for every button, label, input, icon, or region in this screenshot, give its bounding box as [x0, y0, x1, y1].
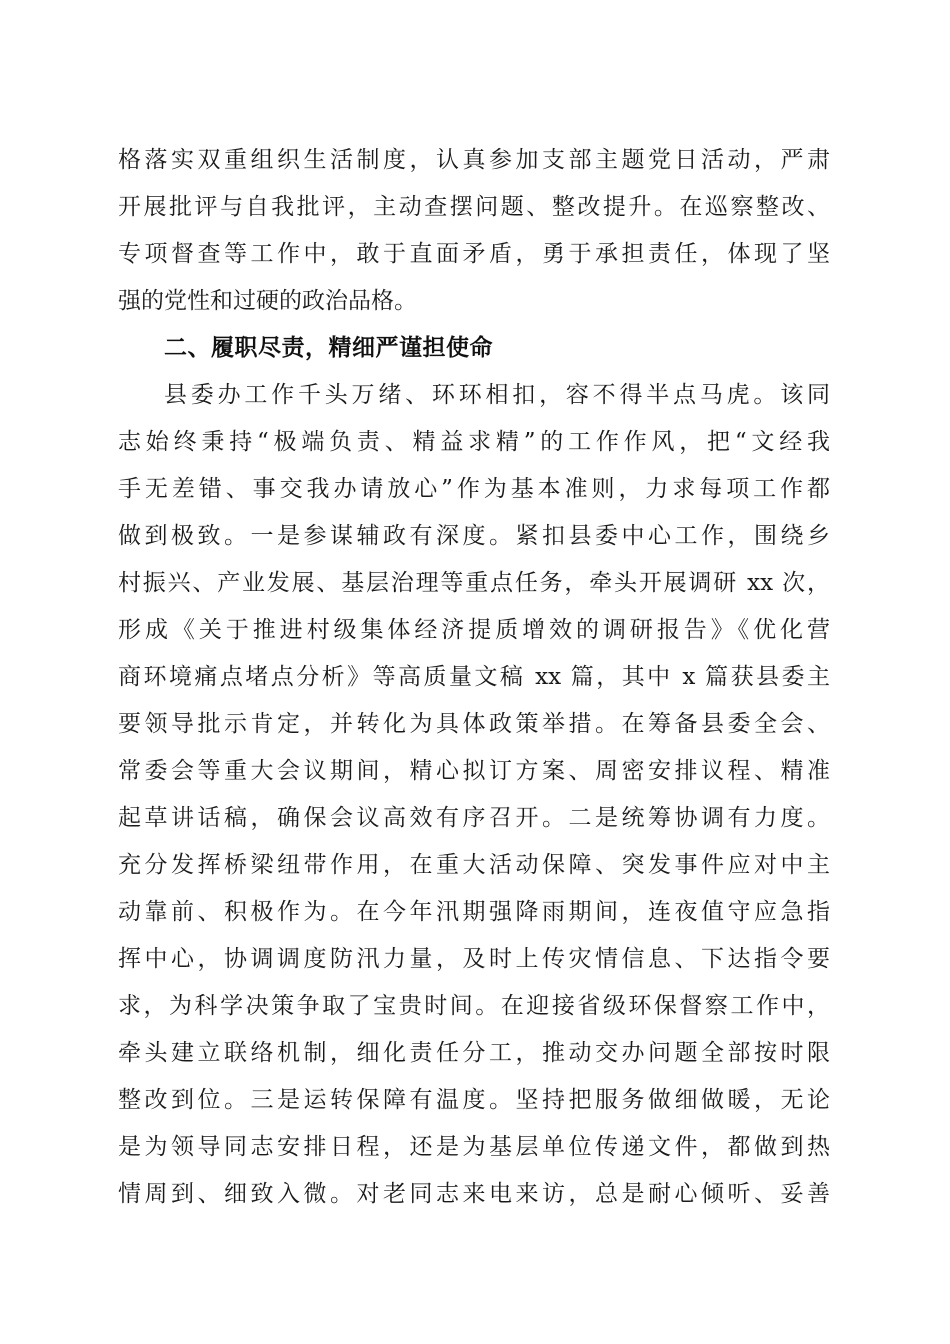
- text-line: 强的党性和过硬的政治品格。: [118, 288, 417, 314]
- document-body: [118, 137, 830, 1218]
- text-line: 动靠前、积极作为。在今年汛期强降雨期间，连夜值守应急指: [118, 899, 830, 925]
- section-heading: 二、履职尽责，精细严谨担使命: [164, 335, 493, 361]
- text-line: 开展批评与自我批评，主动查摆问题、整改提升。在巡察整改、: [118, 194, 830, 220]
- text-line: 起草讲话稿，确保会议高效有序召开。二是统筹协调有力度。: [118, 805, 830, 831]
- text-line: 充分发挥桥梁纽带作用，在重大活动保障、突发事件应对中主: [118, 852, 830, 878]
- text-line: 整改到位。三是运转保障有温度。坚持把服务做细做暖，无论: [118, 1087, 830, 1113]
- text-line: 志始终秉持“极端负责、精益求精”的工作作风，把“文经我: [118, 429, 830, 455]
- text-line: 牵头建立联络机制，细化责任分工，推动交办问题全部按时限: [118, 1040, 830, 1066]
- text-line: 求，为科学决策争取了宝贵时间。在迎接省级环保督察工作中，: [118, 993, 830, 1019]
- text-line: 情周到、细致入微。对老同志来电来访，总是耐心倾听、妥善: [118, 1181, 830, 1207]
- text-line: 常委会等重大会议期间，精心拟订方案、周密安排议程、精准: [118, 758, 830, 784]
- text-line: 挥中心，协调调度防汛力量，及时上传灾情信息、下达指令要: [118, 946, 830, 972]
- text-line: 形成《关于推进村级集体经济提质增效的调研报告》《优化营: [118, 617, 830, 643]
- text-line: 格落实双重组织生活制度，认真参加支部主题党日活动，严肃: [118, 147, 830, 173]
- paragraph-duties: [118, 372, 830, 1218]
- text-line: 县委办工作千头万绪、环环相扣，容不得半点马虎。该同: [164, 382, 830, 408]
- text-line: 村振兴、产业发展、基层治理等重点任务，牵头开展调研 xx 次，: [118, 570, 830, 596]
- text-line: 要领导批示肯定，并转化为具体政策举措。在筹备县委全会、: [118, 711, 830, 737]
- text-line: 商环境痛点堵点分析》等高质量文稿 xx 篇，其中 x 篇获县委主: [118, 664, 830, 690]
- text-line: 是为领导同志安排日程，还是为基层单位传递文件，都做到热: [118, 1134, 830, 1160]
- paragraph-continued: [118, 137, 830, 325]
- text-line: 专项督查等工作中，敢于直面矛盾，勇于承担责任，体现了坚: [118, 241, 830, 267]
- text-line: 做到极致。一是参谋辅政有深度。紧扣县委中心工作，围绕乡: [118, 523, 830, 549]
- text-line: 手无差错、事交我办请放心”作为基本准则，力求每项工作都: [118, 476, 830, 502]
